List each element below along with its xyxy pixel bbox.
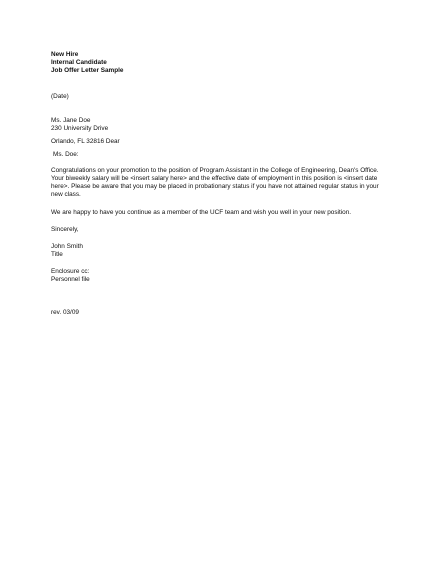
sign-off: Sincerely, bbox=[51, 226, 79, 233]
header-line-internal-candidate: Internal Candidate bbox=[51, 59, 107, 66]
body-paragraph-1-line: here>. Please be aware that you may be placed in probationary status if you have not attained regular status in your bbox=[51, 183, 379, 190]
header-line-title: Job Offer Letter Sample bbox=[51, 67, 124, 74]
body-paragraph-1 bbox=[51, 167, 391, 199]
body-paragraph-1-line: Your biweekly salary will be <insert salary here> and the effective date of employment in this position is <insert date bbox=[51, 175, 378, 182]
date-placeholder: (Date) bbox=[51, 93, 69, 100]
body-paragraph-2: We are happy to have you continue as a member of the UCF team and wish you well in your new position. bbox=[51, 209, 352, 216]
recipient-city-line: Orlando, FL 32816 Dear bbox=[51, 138, 120, 145]
recipient-name: Ms. Jane Doe bbox=[51, 117, 91, 124]
enclosure-item: Personnel file bbox=[51, 276, 90, 283]
signer-name: John Smith bbox=[51, 243, 83, 250]
body-paragraph-1-line: new class. bbox=[51, 191, 81, 198]
signer-title: Title bbox=[51, 251, 63, 258]
salutation: Ms. Doe: bbox=[53, 151, 79, 158]
recipient-street: 230 University Drive bbox=[51, 125, 109, 132]
revision-note: rev. 03/09 bbox=[51, 309, 79, 316]
enclosure-label: Enclosure cc: bbox=[51, 268, 90, 275]
body-paragraph-1-line: Congratulations on your promotion to the position of Program Assistant in the College of Engineering, Dean's Office. bbox=[51, 167, 379, 174]
header-line-new-hire: New Hire bbox=[51, 51, 79, 58]
